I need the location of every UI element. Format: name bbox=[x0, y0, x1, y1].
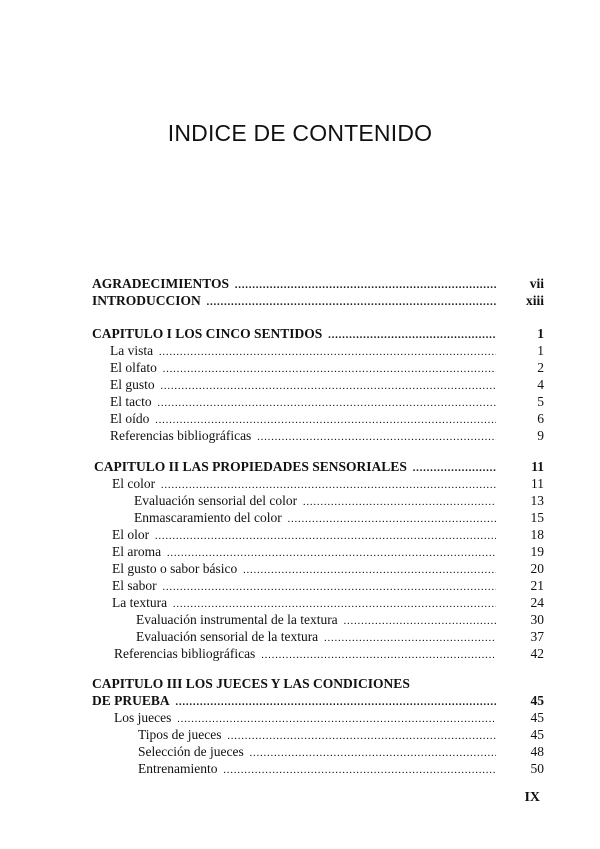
toc-entry-page: 50 bbox=[530, 761, 544, 776]
toc-entry-text: Tipos de jueces bbox=[138, 727, 226, 742]
toc-entry-text: AGRADECIMIENTOS bbox=[92, 276, 233, 291]
toc-entry-page: 2 bbox=[537, 360, 544, 375]
toc-entry-page: 4 bbox=[537, 377, 544, 392]
toc-entry-text: El color bbox=[112, 476, 159, 491]
toc-entry-page: 15 bbox=[530, 510, 544, 525]
toc-entry-text: DE PRUEBA bbox=[92, 693, 174, 708]
toc-entry-text: La textura bbox=[112, 595, 171, 610]
toc-entry-text: CAPITULO III LOS JUECES Y LAS CONDICIONES bbox=[92, 676, 410, 691]
toc-chapter-heading[interactable] bbox=[0, 675, 600, 692]
toc-entry-text: CAPITULO II LAS PROPIEDADES SENSORIALES bbox=[94, 459, 411, 474]
toc-entry-text: El olfato bbox=[110, 360, 161, 375]
toc-entry-page: 13 bbox=[530, 493, 544, 508]
toc-entry-text: El sabor bbox=[112, 578, 161, 593]
toc-entry[interactable] bbox=[0, 594, 600, 611]
toc-entry-text: Selección de jueces bbox=[138, 744, 248, 759]
toc-chapter-heading-continued[interactable] bbox=[0, 692, 600, 709]
toc-entry-page: 6 bbox=[537, 411, 544, 426]
toc-entry[interactable] bbox=[0, 611, 600, 628]
toc-entry[interactable] bbox=[0, 292, 600, 309]
page-title: INDICE DE CONTENIDO bbox=[167, 120, 433, 146]
toc-entry-text: Evaluación instrumental de la textura bbox=[136, 612, 342, 627]
toc-entry-text: La vista bbox=[110, 343, 157, 358]
toc-entry[interactable] bbox=[0, 509, 600, 526]
toc-entry-page: 45 bbox=[530, 693, 544, 708]
toc-entry[interactable] bbox=[0, 342, 600, 359]
toc-entry[interactable] bbox=[0, 560, 600, 577]
toc-entry-page: 5 bbox=[537, 394, 544, 409]
toc-entry-page: 37 bbox=[530, 629, 544, 644]
toc-entry-text: Los jueces bbox=[114, 710, 175, 725]
toc-entry[interactable] bbox=[0, 275, 600, 292]
toc-entry[interactable] bbox=[0, 726, 600, 743]
toc-entry-text: Enmascaramiento del color bbox=[134, 510, 286, 525]
toc-entry-page: 45 bbox=[530, 710, 544, 725]
toc-entry-page: 42 bbox=[530, 646, 544, 661]
toc-entry-page: 1 bbox=[537, 326, 544, 341]
toc-chapter-heading[interactable] bbox=[0, 325, 600, 342]
page-number: IX bbox=[524, 790, 540, 805]
toc-entry[interactable] bbox=[0, 427, 600, 444]
toc-entry[interactable] bbox=[0, 577, 600, 594]
toc-entry-text: Entrenamiento bbox=[138, 761, 221, 776]
toc-chapter-heading[interactable] bbox=[0, 458, 600, 475]
toc-entry[interactable] bbox=[0, 543, 600, 560]
toc-entry[interactable] bbox=[0, 475, 600, 492]
toc-entry-text: El olor bbox=[112, 527, 153, 542]
toc-entry-page: 1 bbox=[537, 343, 544, 358]
toc-entry-text: CAPITULO I LOS CINCO SENTIDOS bbox=[92, 326, 326, 341]
toc-entry-text: Evaluación sensorial de la textura bbox=[136, 629, 322, 644]
toc-entry-page: 20 bbox=[530, 561, 544, 576]
toc-entry[interactable] bbox=[0, 359, 600, 376]
toc-entry-page: 19 bbox=[530, 544, 544, 559]
toc-entry-text: El gusto o sabor básico bbox=[112, 561, 241, 576]
toc-entry[interactable] bbox=[0, 526, 600, 543]
toc-entry-page: 21 bbox=[530, 578, 544, 593]
toc-entry-page: vii bbox=[529, 276, 544, 291]
toc-entry-text: El tacto bbox=[110, 394, 156, 409]
toc-entry-page: 30 bbox=[530, 612, 544, 627]
toc-entry-text: El aroma bbox=[112, 544, 165, 559]
toc-entry-text: INTRODUCCION bbox=[92, 293, 205, 308]
toc-entry-page: 11 bbox=[531, 459, 544, 474]
toc-entry[interactable] bbox=[0, 709, 600, 726]
toc-entry[interactable] bbox=[0, 393, 600, 410]
toc-entry-page: 18 bbox=[530, 527, 544, 542]
toc-entry-page: 24 bbox=[530, 595, 544, 610]
toc-entry-text: Referencias bibliográficas bbox=[114, 646, 259, 661]
toc-entry-page: xiii bbox=[525, 293, 544, 308]
toc-entry-page: 9 bbox=[537, 428, 544, 443]
toc-entry[interactable] bbox=[0, 760, 600, 777]
toc-entry[interactable] bbox=[0, 376, 600, 393]
toc-entry-text: El gusto bbox=[110, 377, 159, 392]
toc-entry[interactable] bbox=[0, 645, 600, 662]
toc-entry-text: Evaluación sensorial del color bbox=[134, 493, 301, 508]
toc-entry-page: 45 bbox=[530, 727, 544, 742]
toc-entry-page: 11 bbox=[531, 476, 544, 491]
toc-entry-text: El oído bbox=[110, 411, 153, 426]
toc-entry[interactable] bbox=[0, 628, 600, 645]
toc-entry[interactable] bbox=[0, 410, 600, 427]
toc-entry[interactable] bbox=[0, 743, 600, 760]
toc-entry-text: Referencias bibliográficas bbox=[110, 428, 255, 443]
toc-entry-page: 48 bbox=[530, 744, 544, 759]
toc-entry[interactable] bbox=[0, 492, 600, 509]
